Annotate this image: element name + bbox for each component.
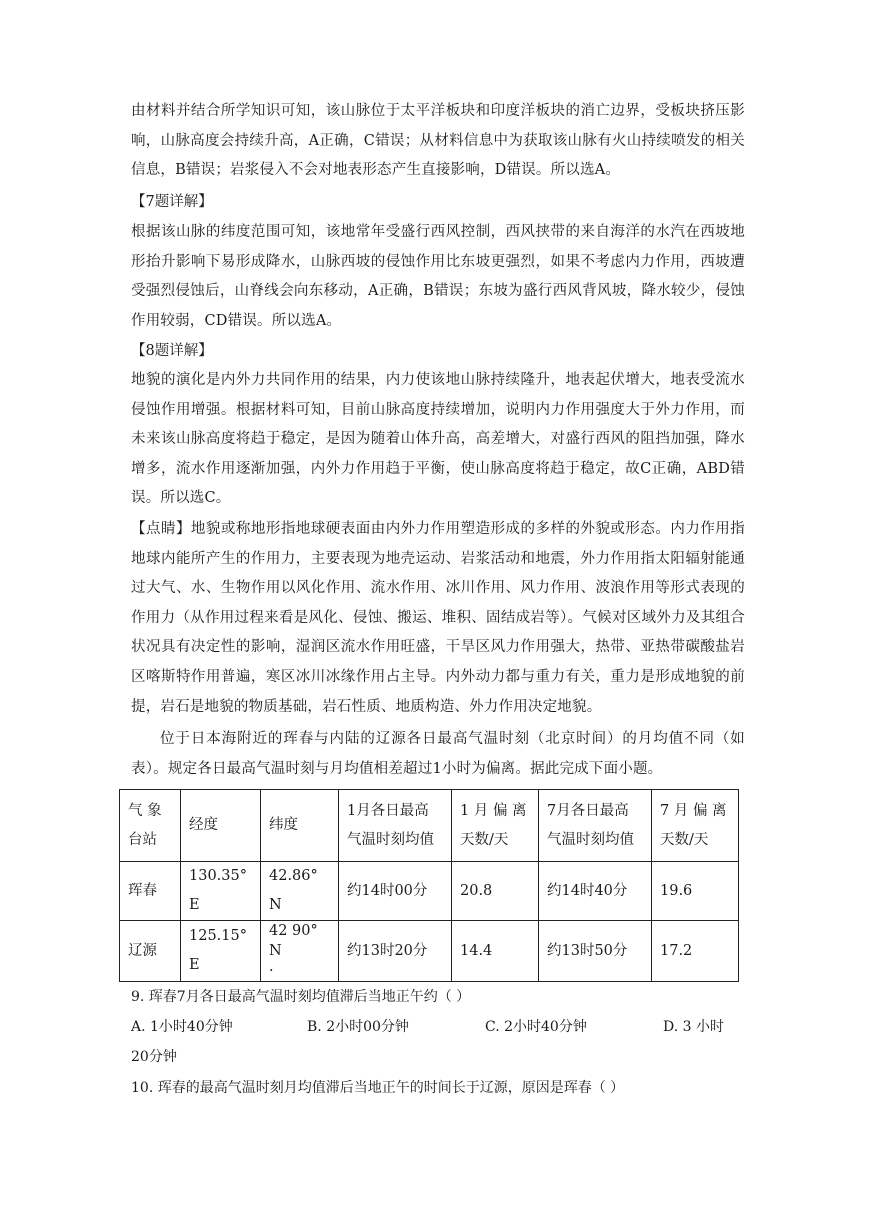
question-10: 10. 珲春的最高气温时刻月均值滞后当地正午的时间长于辽源，原因是珲春（ ） <box>131 1080 625 1096</box>
table-cell: 130.35° E <box>181 862 261 921</box>
table-row <box>120 921 739 982</box>
table-cell: 19.6 <box>652 862 739 921</box>
table-cell: 珲春 <box>120 862 181 921</box>
table-header-cell: 气 象 台站 <box>120 790 181 862</box>
table-cell: 42.86° N <box>261 862 339 921</box>
table-cell: 20.8 <box>452 862 539 921</box>
table-cell: 125.15° E <box>181 921 261 982</box>
tip-paragraph: 【点睛】地貌或称地形指地球硬表面由内外力作用塑造形成的多样的外貌或形态。内力作用指地球内能所产生的作用力，主要表现为地壳运动、岩浆活动和地震，外力作用指太阳辐射能通过大气、水、生物作用以风化作用、流水作用、冰川作用、风力作用、波浪作用等形式表现的作用力（从作用过程来看是风化、侵蚀、搬运、堆积、固结成岩等）。气候对区域外力及其组合状况具有决定性的影响，湿润区流水作用旺盛，干旱区风力作用强大，热带、亚热带碳酸盐岩区喀斯特作用普遍，寒区冰川冰缘作用占主导。内外动力都与重力有关，重力是形成地貌的前提，岩石是地貌的物质基础，岩石性质、地质构造、外力作用决定地貌。 <box>131 521 745 715</box>
table-header-cell: 7 月 偏 离 天数/天 <box>652 790 739 862</box>
table-cell: 约14时40分 <box>539 862 652 921</box>
q7-heading: 【7题详解】 <box>131 194 213 210</box>
q9-option-b[interactable]: B. 2小时00分钟 <box>307 1019 409 1035</box>
q9-option-d-wrap: 20分钟 <box>131 1049 177 1065</box>
table-cell: 辽源 <box>120 921 181 982</box>
table-cell: 17.2 <box>652 921 739 982</box>
table-header-cell: 经度 <box>181 790 261 862</box>
table-header-cell: 7月各日最高气温时刻均值 <box>539 790 652 862</box>
table-header-row <box>120 790 739 862</box>
table-cell: 约13时50分 <box>539 921 652 982</box>
q9-option-a[interactable]: A. 1小时40分钟 <box>131 1019 233 1035</box>
table-cell: 约13时20分 <box>339 921 452 982</box>
answer-paragraph-q6: 由材料并结合所学知识可知，该山脉位于太平洋板块和印度洋板块的消亡边界，受板块挤压影响，山脉高度会持续升高，A正确，C错误；从材料信息中为获取该山脉有火山持续喷发的相关信息，B错误；岩浆侵入不会对地表形态产生直接影响，D错误。所以选A。 <box>131 103 745 179</box>
answer-paragraph-q7: 根据该山脉的纬度范围可知，该地常年受盛行西风控制，西风挟带的来自海洋的水汽在西坡地形抬升影响下易形成降水，山脉西坡的侵蚀作用比东坡更强烈，如果不考虑内力作用，西坡遭受强烈侵蚀后，山脊线会向东移动，A正确，B错误；东坡为盛行西风背风坡，降水较少，侵蚀作用较弱，CD错误。所以选A。 <box>131 224 745 329</box>
table-cell: 14.4 <box>452 921 539 982</box>
q8-heading: 【8题详解】 <box>131 343 213 359</box>
table-header-cell: 1 月 偏 离 天数/天 <box>452 790 539 862</box>
table-header-cell: 1月各日最高气温时刻均值 <box>339 790 452 862</box>
table-row <box>120 862 739 921</box>
q9-option-d[interactable]: D. 3 小时 <box>663 1019 724 1035</box>
intro-paragraph: 位于日本海附近的珲春与内陆的辽源各日最高气温时刻（北京时间）的月均值不同（如表）。规定各日最高气温时刻与月均值相差超过1小时为偏离。据此完成下面小题。 <box>131 731 745 777</box>
table-header-cell: 纬度 <box>261 790 339 862</box>
weather-station-table <box>119 789 739 982</box>
question-9: 9. 珲春7月各日最高气温时刻均值滞后当地正午约（ ） <box>131 989 471 1005</box>
q9-option-c[interactable]: C. 2小时40分钟 <box>485 1019 587 1035</box>
table-cell: 约14时00分 <box>339 862 452 921</box>
answer-paragraph-q8: 地貌的演化是内外力共同作用的结果，内力使该地山脉持续隆升，地表起伏增大，地表受流水侵蚀作用增强。根据材料可知，目前山脉高度持续增加，说明内力作用强度大于外力作用，而未来该山脉高度将趋于稳定，是因为随着山体升高，高差增大，对盛行西风的阻挡加强，降水增多，流水作用逐渐加强，内外力作用趋于平衡，使山脉高度将趋于稳定，故C正确，ABD错误。所以选C。 <box>131 372 745 507</box>
table-cell: 42 90° N · <box>261 921 339 982</box>
